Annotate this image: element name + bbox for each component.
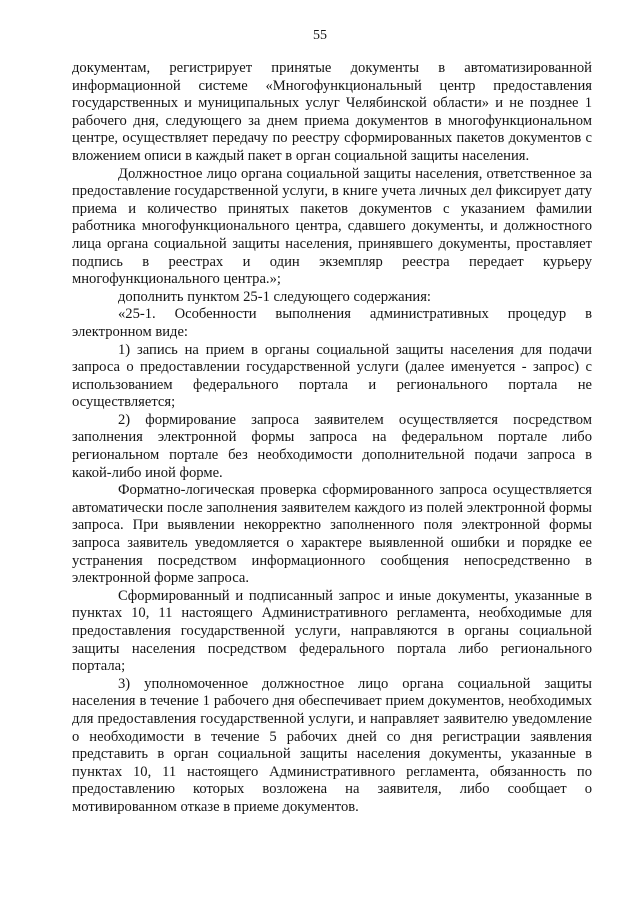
paragraph-item-3-official-acceptance: 3) уполномоченное должностное лицо органа социальной защиты населения в течение 1 рабочего дня обеспечивает прием документов, необходимых для предоставления государственной услуги, и направляет заявителю уведомление о необходимости в течение 5 рабочих дней со дня регистрации заявления представить в орган социальной защиты населения документы, указанные в пунктах 10, 11 настоящего Административного регламента, обязанность по предоставлению которых возложена на заявителя, либо сообщает о мотивированном отказе в приеме документов. (72, 675, 592, 815)
paragraph-section-25-1-heading: «25-1. Особенности выполнения административных процедур в электронном виде: (72, 306, 592, 340)
paragraph-official-registration-book: Должностное лицо органа социальной защиты населения, ответственное за предоставление государственной услуги, в книге учета личных дел фиксирует дату приема и количество принятых пакетов документов с указанием фамилии работника многофункционального центра, сдавшего документы, и должностного лица органа социальной защиты населения, принявшего документы, проставляет подпись в реестрах и один экземпляр реестра передает курьеру многофункционального центра.»; (72, 165, 592, 288)
paragraph-amendment-intro: дополнить пунктом 25-1 следующего содержания: (118, 288, 431, 305)
paragraph-continuation-registration: документам, регистрирует принятые документы в автоматизированной информационной системе «Многофункциональный центр предоставления государственных и муниципальных услуг Челябинской области» и не позднее 1 рабочего дня, следующего за днем приема документов в многофункциональном центре, осуществляет передачу по реестру сформированных пакетов документов с вложением описи в каждый пакет в орган социальной защиты населения. (72, 60, 592, 164)
paragraph-signed-request-documents: Сформированный и подписанный запрос и иные документы, указанные в пунктах 10, 11 настоящего Административного регламента, необходимые для предоставления государственной услуги, направляются в органы социальной защиты населения посредством федерального портала либо регионального портала; (72, 587, 592, 675)
paragraph-format-logical-check: Форматно-логическая проверка сформированного запроса осуществляется автоматически после заполнения заявителем каждого из полей электронной формы запроса. При выявлении некорректно заполненного поля электронной формы запроса заявитель уведомляется о характере выявленной ошибки и порядке ее устранения посредством информационного сообщения непосредственно в электронной форме запроса. (72, 482, 592, 587)
page-number: 55 (313, 28, 327, 43)
paragraph-item-1-appointment: 1) запись на прием в органы социальной защиты населения для подачи запроса о предоставлении государственной услуги (далее именуется - запрос) с использованием федерального портала и регионального портала не осуществляется; (72, 341, 592, 411)
paragraph-item-2-request-form: 2) формирование запроса заявителем осуществляется посредством заполнения электронной формы запроса на федеральном портале либо региональном портале без необходимости дополнительной подачи запроса в какой-либо иной форме. (72, 411, 592, 481)
document-body (72, 60, 592, 817)
